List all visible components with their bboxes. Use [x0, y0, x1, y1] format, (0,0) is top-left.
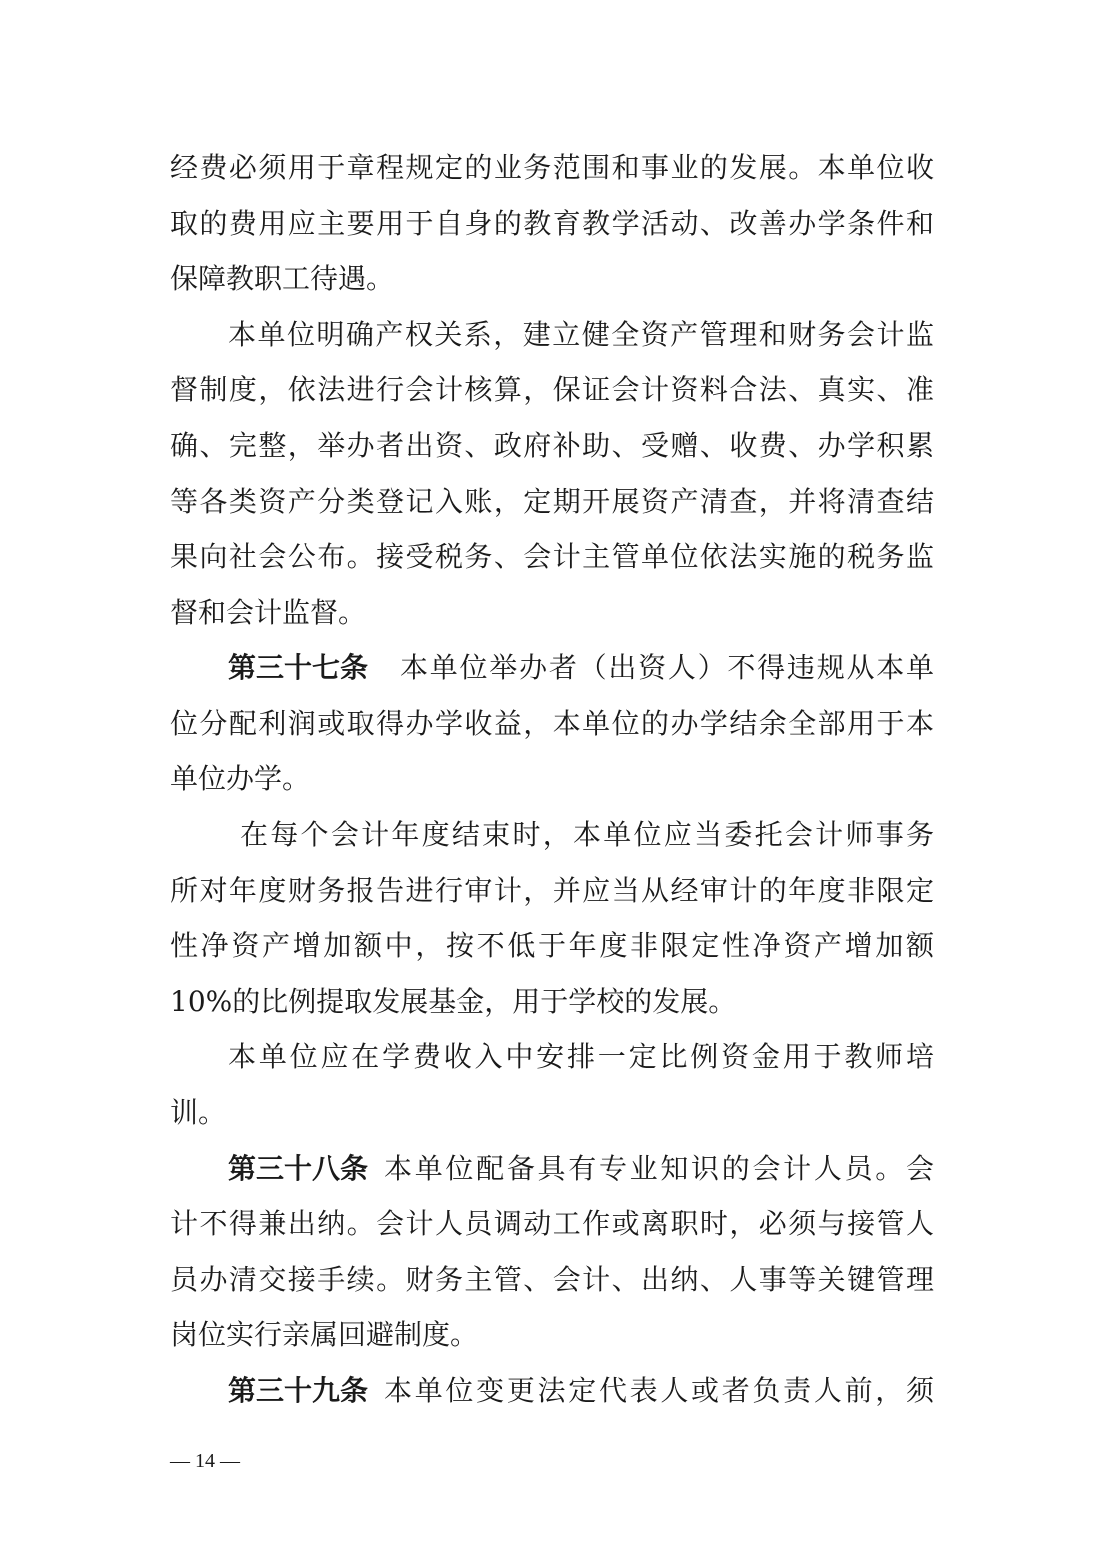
body-line: 岗位实行亲属回避制度。	[170, 1318, 479, 1351]
body-line: 本单位应在学费收入中安排一定比例资金用于教师培	[228, 1040, 934, 1073]
body-line: 经费必须用于章程规定的业务范围和事业的发展。本单位收	[170, 151, 934, 184]
body-line: 单位办学。	[170, 762, 311, 795]
article-38-first-line	[228, 1141, 934, 1197]
body-line: 等各类资产分类登记入账，定期开展资产清查，并将清查结	[170, 485, 934, 518]
body-line: 性净资产增加额中，按不低于年度非限定性净资产增加额	[170, 929, 934, 962]
page-number: — 14 —	[170, 1450, 240, 1472]
article-heading: 第三十八条	[228, 1152, 369, 1185]
body-line: 本单位变更法定代表人或者负责人前，须	[384, 1374, 934, 1407]
article-37-first-line	[228, 640, 934, 696]
body-line: 本单位举办者（出资人）不得违规从本单	[400, 651, 934, 684]
body-line: 训。	[170, 1096, 227, 1129]
body-line: 取的费用应主要用于自身的教育教学活动、改善办学条件和	[170, 207, 934, 240]
body-line: 在每个会计年度结束时，本单位应当委托会计师事务	[240, 818, 934, 851]
article-heading: 第三十七条	[228, 651, 369, 684]
body-line: 计不得兼出纳。会计人员调动工作或离职时，必须与接管人	[170, 1207, 934, 1240]
body-line: 督和会计监督。	[170, 596, 367, 629]
article-39-first-line	[228, 1363, 934, 1419]
body-line: 本单位明确产权关系，建立健全资产管理和财务会计监	[228, 318, 934, 351]
body-line: 所对年度财务报告进行审计，并应当从经审计的年度非限定	[170, 874, 934, 907]
body-line: 果向社会公布。接受税务、会计主管单位依法实施的税务监	[170, 540, 934, 573]
article-heading: 第三十九条	[228, 1374, 369, 1407]
body-line: 督制度，依法进行会计核算，保证会计资料合法、真实、准	[170, 373, 934, 406]
body-line: 位分配利润或取得办学收益，本单位的办学结余全部用于本	[170, 707, 934, 740]
body-line: 员办清交接手续。财务主管、会计、出纳、人事等关键管理	[170, 1263, 934, 1296]
body-line: 保障教职工待遇。	[170, 262, 395, 295]
body-line: 本单位配备具有专业知识的会计人员。会	[384, 1152, 934, 1185]
body-line: 10%的比例提取发展基金，用于学校的发展。	[170, 985, 737, 1018]
body-line: 确、完整，举办者出资、政府补助、受赠、收费、办学积累	[170, 429, 934, 462]
